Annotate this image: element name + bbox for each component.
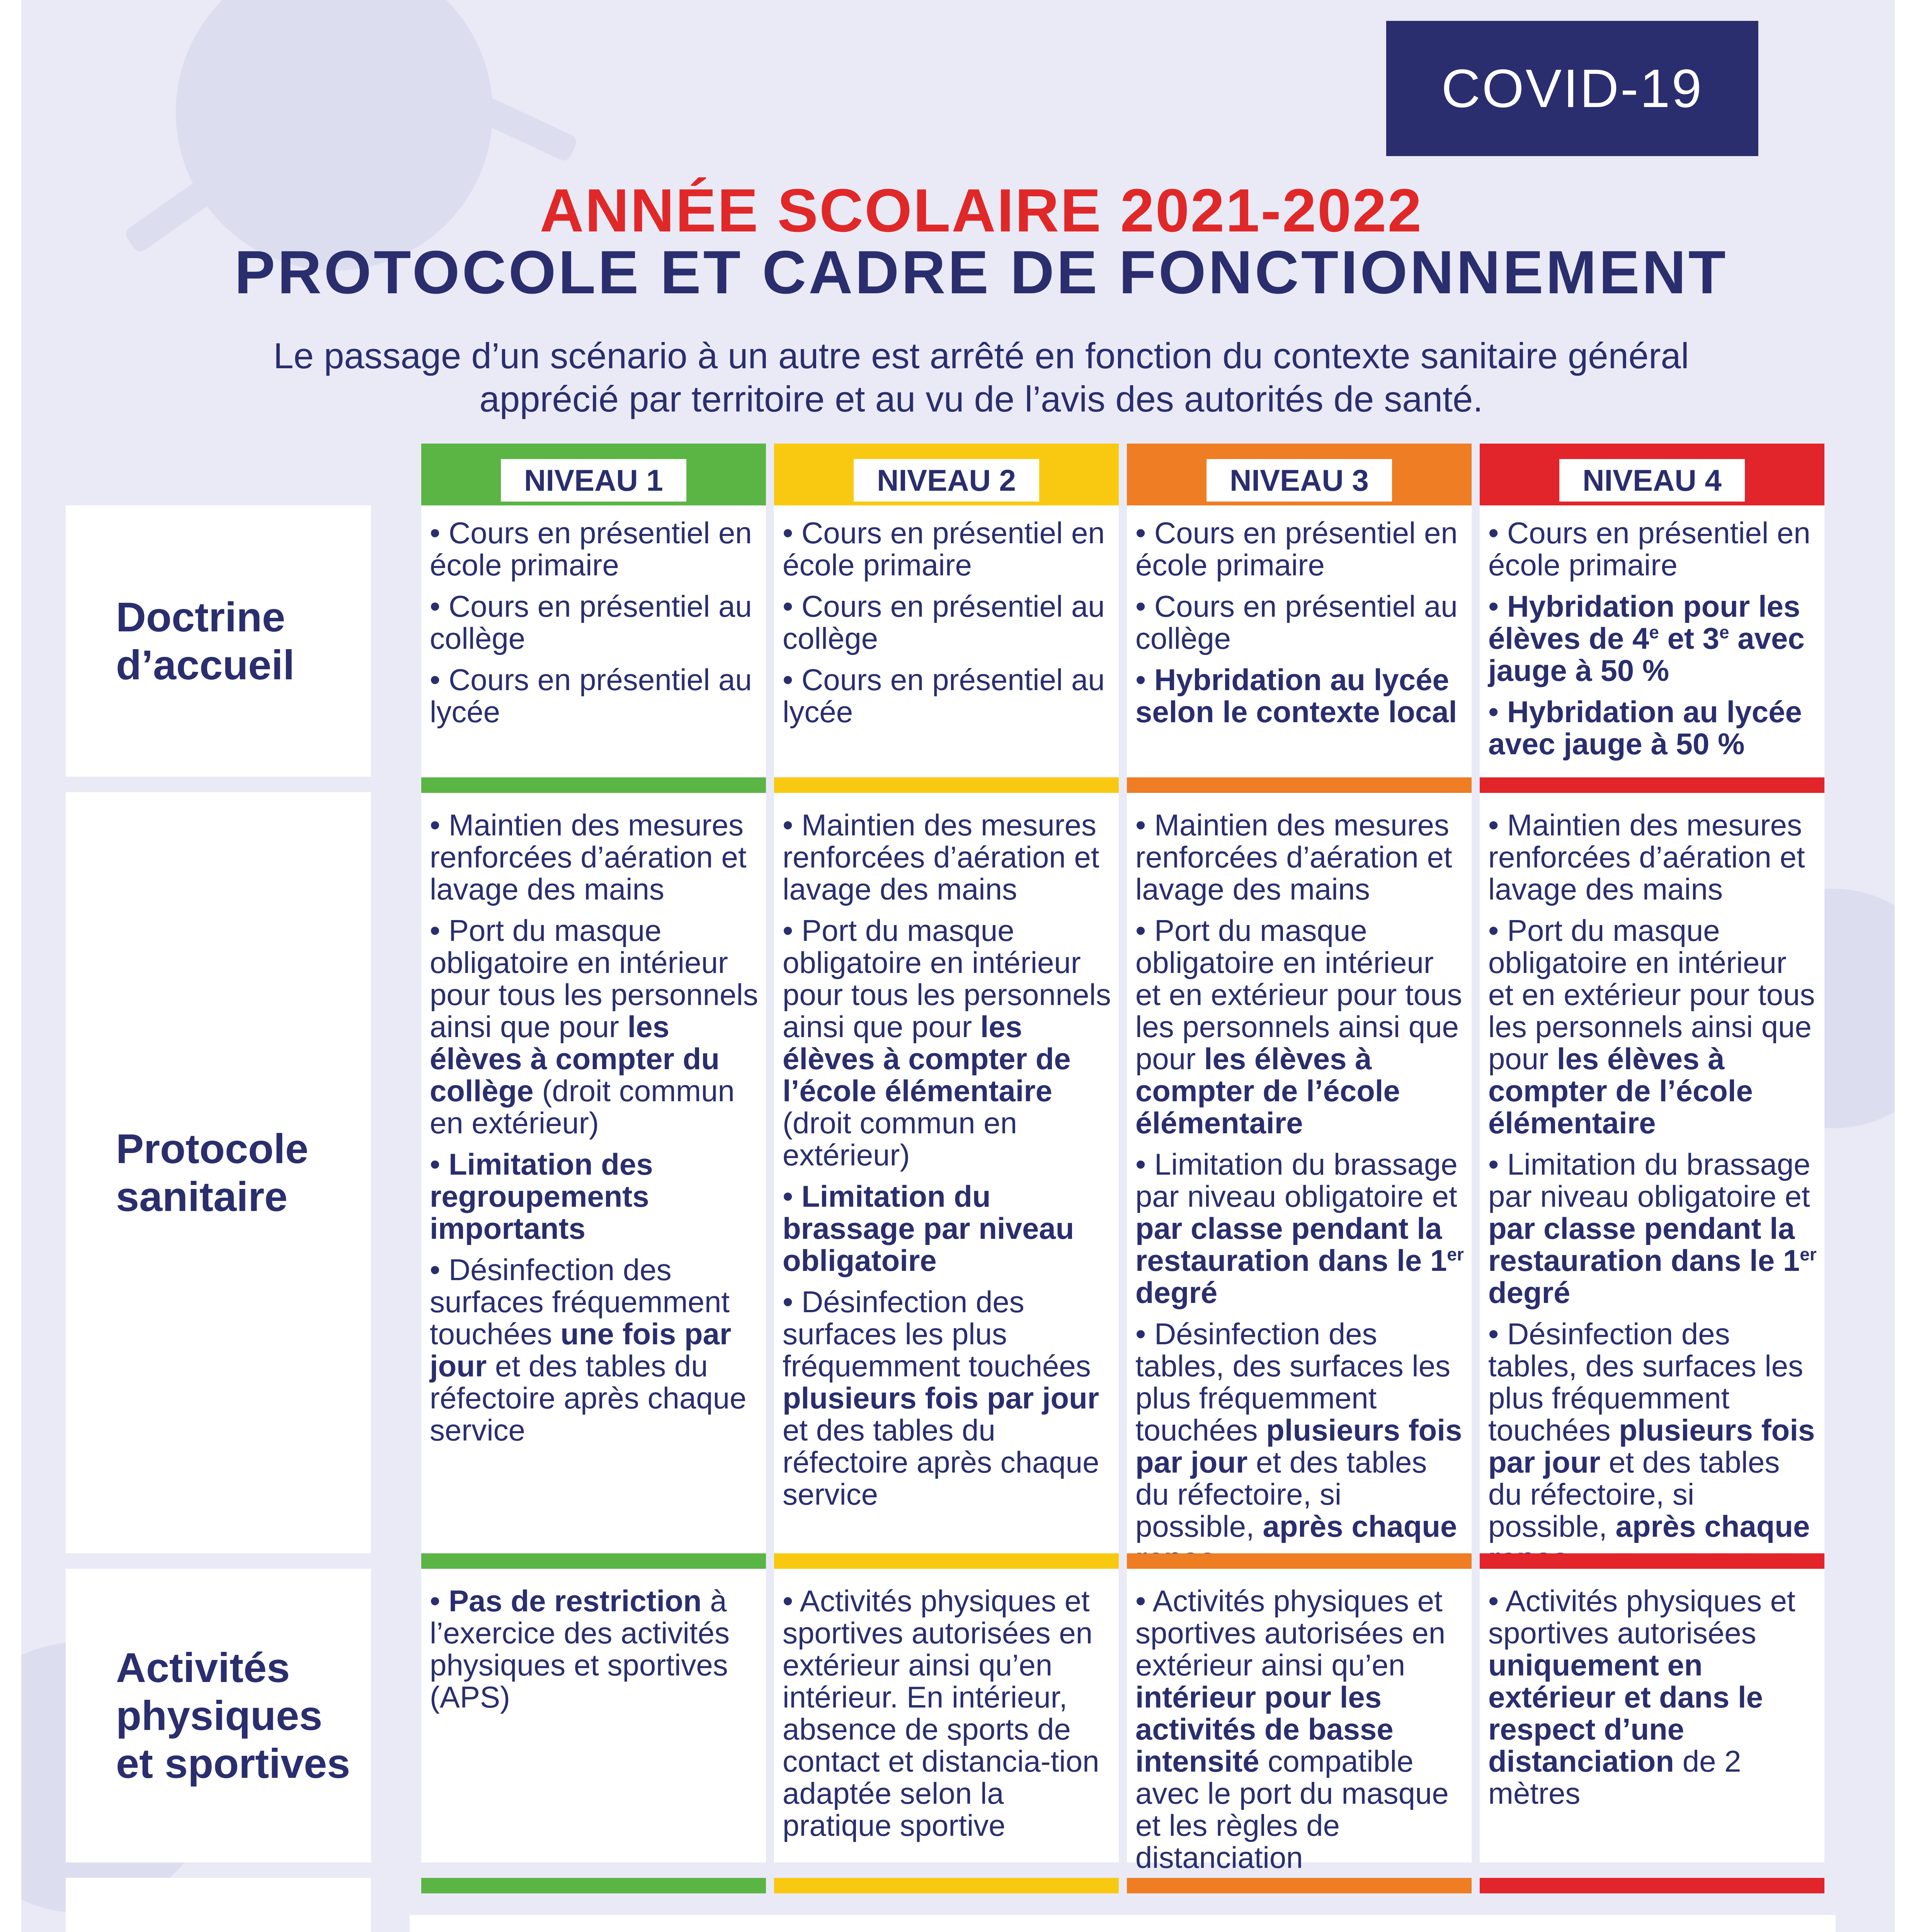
bullet-item: • Pas de restriction à l’exercice des activités physiques et sportives (APS) xyxy=(430,1584,730,1714)
bullet-item: • Hybridation pour les élèves de 4e et 3e avec jauge à 50 % xyxy=(1488,589,1805,687)
level-color-bar xyxy=(1127,1553,1472,1569)
bullet-item: • Activités physiques et sportives autorisées en extérieur ainsi qu’en intérieur. En intérieur, absence de sports de contact et distancia-tion adaptée selon la pratique sportive xyxy=(783,1584,1099,1842)
bullet-item: • Activités physiques et sportives autorisées uniquement en extérieur et dans le respect d’une distanciation de 2 mètres xyxy=(1488,1584,1795,1810)
level-label: NIVEAU 3 xyxy=(1206,459,1392,502)
row-label-activites xyxy=(66,1569,371,1862)
bullet-item: • Désinfection des surfaces les plus fréquemment touchées plusieurs fois par jour et des tables du réfectoire après chaque service xyxy=(783,1285,1099,1511)
cell-text xyxy=(1135,1585,1466,1883)
cell-activites-niveau-1 xyxy=(421,1553,766,1862)
row-label-sanitaire xyxy=(66,792,371,1553)
bullet-item: • Maintien des mesures renforcées d’aération et lavage des mains xyxy=(783,808,1099,906)
cell-text xyxy=(430,809,761,1456)
bullet-item: • Limitation des regroupements importants xyxy=(430,1147,653,1245)
bullet-item: • Désinfection des tables, des surfaces les plus fréquemment touchées plusieurs fois par jour et des tables du réfectoire, si possible, après chaque xyxy=(1135,1317,1462,1543)
bullet-item: • Hybridation au lycée avec jauge à 50 % xyxy=(1488,695,1802,761)
cell-activites-niveau-3 xyxy=(1127,1553,1472,1874)
bullet-item: • Port du masque obligatoire en intérieur et en extérieur pour tous les personnels ainsi que pour les élèves à compter de l’école élémentaire xyxy=(1488,913,1815,1140)
intro-line-1: Le passage d’un scénario à un autre est arrêté en fonction du contexte sanitaire général xyxy=(273,335,1689,376)
bullet-item: • Maintien des mesures renforcées d’aération et lavage des mains xyxy=(430,808,747,906)
level-color-bar xyxy=(1127,777,1472,793)
cell-doctrine-niveau-1 xyxy=(421,505,766,777)
bullet-item: • Limitation du brassage par niveau obligatoire et par classe pendant la restauration dans le 1er degré xyxy=(1488,1147,1817,1310)
level-label: NIVEAU 2 xyxy=(854,459,1039,502)
cell-sanitaire-niveau-2 xyxy=(774,777,1119,1553)
cell-sanitaire-niveau-1 xyxy=(421,777,766,1553)
intro-text xyxy=(0,334,1916,421)
cell-text xyxy=(1135,517,1466,737)
row-label-text: Activités physiques et sportives xyxy=(116,1644,351,1787)
bullet-item: • Maintien des mesures renforcées d’aération et lavage des mains xyxy=(1488,808,1805,906)
title-year: ANNÉE SCOLAIRE 2021-2022 xyxy=(539,177,1423,245)
cell-activites-niveau-4 xyxy=(1480,1553,1824,1862)
row-label-text: Protocole sanitaire xyxy=(116,1125,309,1220)
cell-sanitaire-niveau-4 xyxy=(1480,777,1824,1553)
bullet-item: • Cours en présentiel en école primaire xyxy=(783,516,1105,582)
cell-doctrine-niveau-4 xyxy=(1480,505,1824,777)
row-label-text: Doctrine d’accueil xyxy=(116,594,295,688)
cell-text xyxy=(1488,809,1819,1584)
cell-sanitaire-niveau-3 xyxy=(1127,777,1472,1553)
bullet-item: • Cours en présentiel en école primaire xyxy=(1135,516,1458,582)
level-color-bar xyxy=(421,1878,766,1893)
level-header-1 xyxy=(421,444,766,512)
bullet-item: • Cours en présentiel en école primaire xyxy=(430,516,752,582)
cell-text xyxy=(430,1585,761,1723)
title-protocol: PROTOCOLE ET CADRE DE FONCTIONNEMENT xyxy=(234,238,1728,306)
contact-tracing-box xyxy=(410,1915,1836,1932)
bullet-item: • Cours en présentiel au lycée xyxy=(430,663,752,729)
level-color-bar xyxy=(774,1553,1119,1569)
cell-text xyxy=(1488,517,1819,769)
level-color-bar xyxy=(1480,777,1824,793)
cell-doctrine-niveau-2 xyxy=(774,505,1119,777)
cell-text xyxy=(783,809,1113,1520)
level-header-4 xyxy=(1480,444,1824,512)
cell-text xyxy=(430,517,761,737)
bullet-item: • Limitation du brassage par niveau obligatoire xyxy=(783,1179,1074,1277)
row-label-contact xyxy=(66,1878,371,1932)
bullet-item: • Cours en présentiel en école primaire xyxy=(1488,516,1811,582)
covid-tag: COVID-19 xyxy=(1386,21,1758,156)
level-header-2 xyxy=(774,444,1119,512)
level-label: NIVEAU 4 xyxy=(1559,459,1745,502)
level-color-bar xyxy=(1127,1878,1472,1893)
bullet-item: • Cours en présentiel au collège xyxy=(430,589,752,655)
cell-text xyxy=(783,517,1113,737)
cell-doctrine-niveau-3 xyxy=(1127,505,1472,777)
intro-line-2: apprécié par territoire et au vu de l’avis des autorités de santé. xyxy=(479,379,1483,419)
bullet-item: • Hybridation au lycée selon le contexte local xyxy=(1135,663,1457,729)
level-label: NIVEAU 1 xyxy=(501,459,686,502)
bullet-item: • Port du masque obligatoire en intérieur et en extérieur pour tous les personnels ainsi que pour les élèves à compter de l’école élémentaire xyxy=(1135,913,1462,1140)
row-label-doctrine xyxy=(66,505,371,777)
level-color-bar xyxy=(421,777,766,793)
bullet-item: • Désinfection des tables, des surfaces les plus fréquemment touchées plusieurs fois par jour et des tables du réfectoire, si possible, après chaque xyxy=(1488,1317,1815,1543)
level-color-bar xyxy=(421,1553,766,1569)
bullet-item: • Activités physiques et sportives autorisées en extérieur ainsi qu’en intérieur pour les activités de basse intensité compatible avec le port du masque et les règles de distanciation xyxy=(1135,1584,1449,1874)
bullet-item: • Désinfection des surfaces fréquemment touchées une fois par jour et des tables du réfectoire après chaque service xyxy=(430,1253,747,1447)
level-header-3 xyxy=(1127,444,1472,512)
bullet-item: • Limitation du brassage par niveau obligatoire et par classe pendant la restauration dans le 1er degré xyxy=(1135,1147,1464,1310)
level-color-bar xyxy=(1480,1553,1824,1569)
bullet-item: • Cours en présentiel au collège xyxy=(1135,589,1458,655)
level-color-bar xyxy=(774,1878,1119,1893)
bullet-item: • Cours en présentiel au lycée xyxy=(783,663,1105,729)
cell-activites-niveau-2 xyxy=(774,1553,1119,1862)
cell-text xyxy=(1135,809,1466,1584)
cell-text xyxy=(1488,1585,1819,1819)
bullet-item: • Maintien des mesures renforcées d’aération et lavage des mains xyxy=(1135,808,1452,906)
bullet-item: • Port du masque obligatoire en intérieur pour tous les personnels ainsi que pour les élèves à compter de l’école élémentaire (droit commun en extérieur) xyxy=(783,913,1111,1172)
level-color-bar xyxy=(1480,1878,1824,1893)
bullet-item: • Cours en présentiel au collège xyxy=(783,589,1105,655)
bullet-item: • Port du masque obligatoire en intérieur pour tous les personnels ainsi que pour les élèves à compter du collège (droit commun en extérieur) xyxy=(430,913,758,1140)
level-color-bar xyxy=(774,777,1119,793)
cell-text xyxy=(783,1585,1113,1851)
